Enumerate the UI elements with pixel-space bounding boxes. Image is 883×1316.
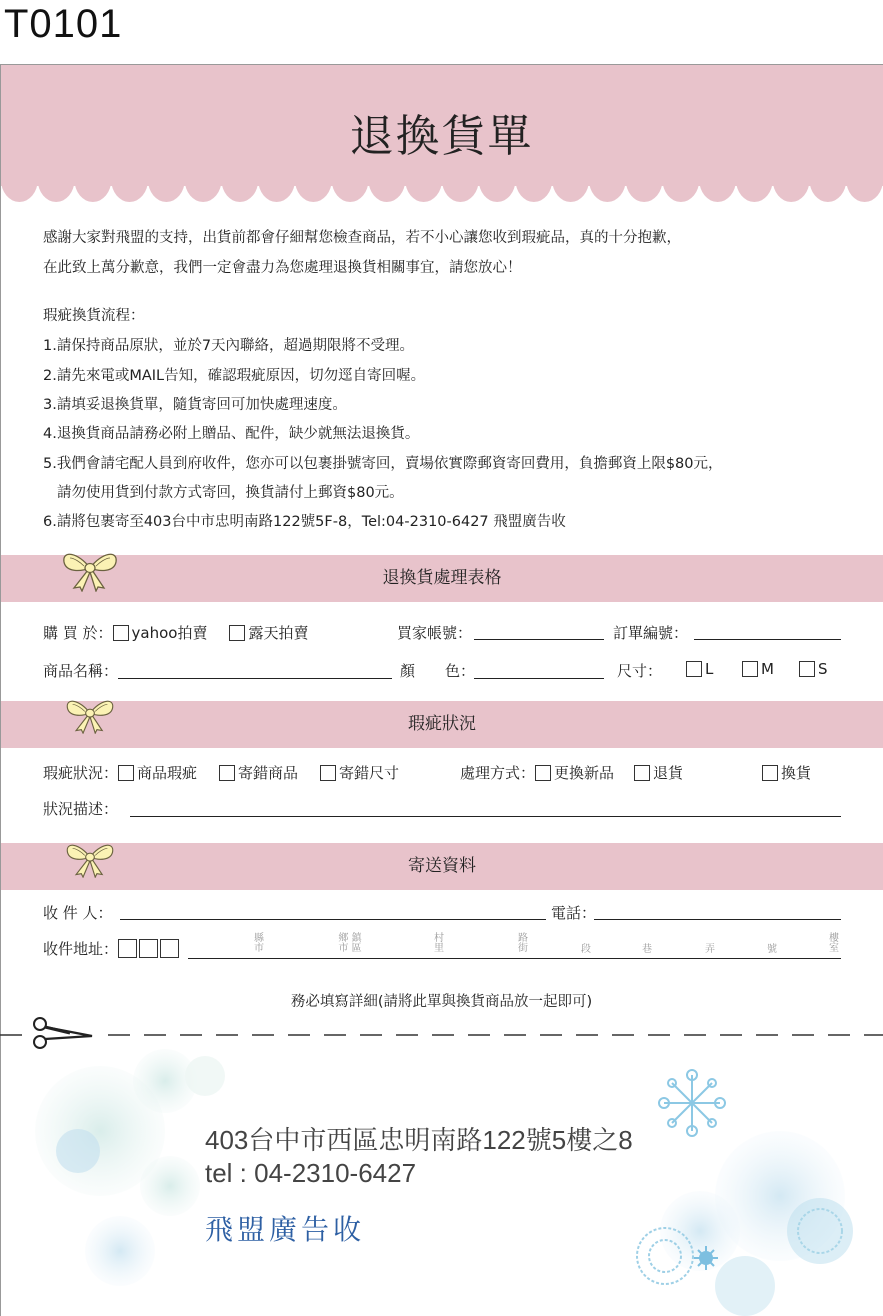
buyer-label: 買家帳號： (397, 624, 473, 642)
color-label: 顏 色： (400, 662, 476, 680)
opt-wrong-size-label: 寄錯尺寸 (339, 764, 400, 782)
recipient-field[interactable] (120, 919, 546, 920)
address-field[interactable] (188, 958, 841, 959)
bow-icon (58, 546, 122, 592)
zipcode-box-2[interactable] (139, 939, 158, 958)
size-label: 尺寸： (617, 662, 663, 680)
checkbox-size-m[interactable] (742, 661, 758, 677)
product-label: 商品名稱： (43, 662, 119, 680)
addr-lane: 巷 (642, 944, 652, 955)
process-heading: 瑕疵換貨流程： (43, 308, 145, 324)
fill-note: 務必填寫詳細(請將此單與換貨商品放一起即可) (290, 994, 593, 1010)
addr-county: 縣 市 (254, 933, 264, 954)
section-title-defect: 瑕疵狀況 (408, 714, 476, 734)
desc-label: 狀況描述： (43, 800, 119, 818)
size-s-option (799, 660, 828, 678)
addr-number: 號 (767, 944, 777, 955)
checkbox-exchange[interactable] (762, 765, 778, 781)
defect-row (43, 762, 399, 783)
process-step-4: 4.退換貨商品請務必附上贈品、配件，缺少就無法退換貨。 (43, 426, 420, 442)
scallop-border (1, 180, 883, 206)
return-name: 飛盟廣告收 (205, 1213, 366, 1246)
opt-defect-label: 商品瑕疵 (137, 764, 198, 782)
recipient-label: 收 件 人： (43, 904, 113, 922)
addr-village: 村 里 (434, 933, 444, 954)
cut-line (0, 1025, 883, 1045)
address-row (43, 938, 181, 959)
checkbox-defect[interactable] (118, 765, 134, 781)
checkbox-ruten[interactable] (229, 625, 245, 641)
size-m-label: M (761, 660, 774, 678)
form-code: T0101 (4, 2, 123, 46)
description-field[interactable] (130, 816, 841, 817)
product-name-field[interactable] (118, 678, 392, 679)
size-m-option (742, 660, 774, 678)
addr-floor: 樓 室 (829, 933, 839, 954)
process-step-3: 3.請填妥退換貨單，隨貨寄回可加快處理速度。 (43, 397, 347, 413)
intro-line-1: 感謝大家對飛盟的支持，出貨前都會仔細幫您檢查商品，若不小心讓您收到瑕疵品，真的十分抱歉， (43, 230, 681, 246)
opt-new-label: 更換新品 (554, 764, 615, 782)
size-s-label: S (818, 660, 828, 678)
process-step-5-cont: 請勿使用貨到付款方式寄回，換貨請付上郵資$80元。 (57, 485, 404, 501)
section-band-form (1, 555, 883, 602)
return-tel: tel : 04-2310-6427 (205, 1158, 417, 1188)
opt-exchange-label: 換貨 (781, 764, 812, 782)
buyer-account-field[interactable] (474, 639, 604, 640)
address-label: 收件地址： (43, 940, 119, 958)
addr-section: 段 (581, 944, 591, 955)
opt-yahoo-label: yahoo拍賣 (131, 624, 208, 642)
section-band-shipping (1, 843, 883, 890)
section-title-shipping: 寄送資料 (408, 856, 476, 876)
addr-town: 鄉 鎮 市 區 (338, 933, 362, 954)
purchase-row (43, 622, 309, 643)
purchase-label: 購 買 於： (43, 624, 113, 642)
process-step-1: 1.請保持商品原狀，並於7天內聯絡，超過期限將不受理。 (43, 338, 415, 354)
process-step-5: 5.我們會請宅配人員到府收件，您亦可以包裹掛號寄回，賣場依實際郵資寄回費用，負擔郵資上限$80元， (43, 456, 723, 472)
exchange-option (762, 762, 811, 783)
intro-line-2: 在此致上萬分歉意，我們一定會盡力為您處理退換貨相關事宜，請您放心！ (43, 260, 522, 276)
zipcode-box-3[interactable] (160, 939, 179, 958)
return-address: 403台中市西區忠明南路122號5樓之8 (205, 1125, 633, 1155)
addr-road: 路 街 (518, 933, 528, 954)
order-label: 訂單編號： (613, 624, 689, 642)
size-l-label: L (705, 660, 714, 678)
order-number-field[interactable] (694, 639, 841, 640)
checkbox-yahoo[interactable] (113, 625, 129, 641)
handle-row (460, 762, 683, 783)
bow-icon (62, 694, 118, 734)
process-step-2: 2.請先來電或MAIL告知，確認瑕疵原因，切勿逕自寄回喔。 (43, 368, 426, 384)
page-title: 退換貨單 (349, 111, 534, 162)
defect-label: 瑕疵狀況： (43, 764, 119, 782)
checkbox-size-l[interactable] (686, 661, 702, 677)
section-band-defect (1, 701, 883, 748)
phone-label: 電話： (551, 904, 597, 922)
opt-wrong-item-label: 寄錯商品 (238, 764, 299, 782)
decorative-bubbles (0, 1046, 883, 1316)
bow-icon (62, 838, 118, 878)
checkbox-wrong-size[interactable] (320, 765, 336, 781)
checkbox-new[interactable] (535, 765, 551, 781)
checkbox-wrong-item[interactable] (219, 765, 235, 781)
opt-refund-label: 退貨 (653, 764, 684, 782)
process-step-6: 6.請將包裹寄至403台中市忠明南路122號5F-8，Tel:04-2310-6427 飛盟廣告收 (43, 514, 566, 530)
size-l-option (686, 660, 713, 678)
zipcode-box-1[interactable] (118, 939, 137, 958)
phone-field[interactable] (594, 919, 841, 920)
color-field[interactable] (474, 678, 604, 679)
handle-label: 處理方式： (460, 764, 536, 782)
addr-alley: 弄 (705, 944, 715, 955)
checkbox-refund[interactable] (634, 765, 650, 781)
opt-ruten-label: 露天拍賣 (248, 624, 309, 642)
section-title-form: 退換貨處理表格 (382, 568, 502, 588)
checkbox-size-s[interactable] (799, 661, 815, 677)
